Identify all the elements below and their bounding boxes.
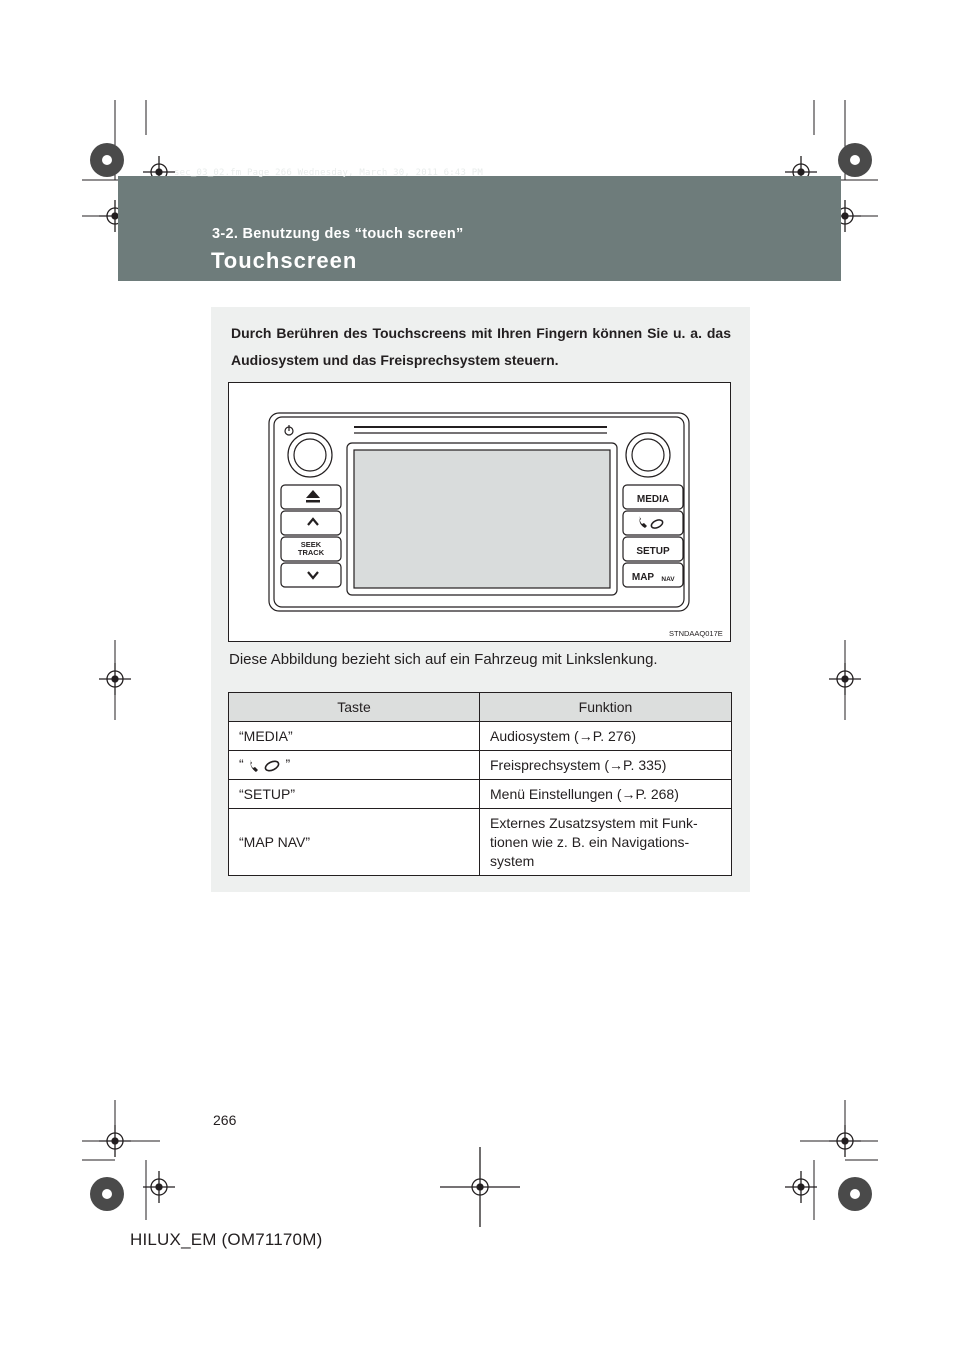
file-stamp: sec_03_02.fm Page 266 Wednesday, March 30, 2011 6:43 PM (174, 168, 484, 178)
table-cell-function: Audiosystem (→P. 276) (480, 722, 732, 751)
phone-icon (248, 758, 282, 774)
table-row (229, 722, 732, 751)
table-header-function: Funktion (480, 693, 732, 722)
table-row (229, 751, 732, 780)
keys-table (228, 692, 732, 876)
table-cell-function: Externes Zusatzsystem mit Funk-tionen wie z. B. ein Navigations-system (480, 809, 732, 876)
table-cell-key (229, 751, 480, 780)
figure-caption: Diese Abbildung bezieht sich auf ein Fahrzeug mit Linkslenkung. (229, 651, 658, 668)
head-unit-illustration (229, 383, 730, 641)
table-cell-key: “MEDIA” (229, 722, 480, 751)
setup-label: SETUP (636, 546, 670, 557)
table-cell-function: Menü Einstellungen (→P. 268) (480, 780, 732, 809)
map-label: MAP (631, 572, 655, 583)
table-row (229, 780, 732, 809)
nav-label: NAV (661, 576, 675, 583)
table-cell-key: “MAP NAV” (229, 809, 480, 876)
close-quote: ” (285, 756, 291, 773)
section-label: 3-2. Benutzung des “touch screen” (212, 226, 464, 242)
seek-label: SEEK (300, 540, 322, 549)
open-quote: “ (239, 756, 244, 773)
table-header-key: Taste (229, 693, 480, 722)
intro-paragraph: Durch Berühren des Touchscreens mit Ihren Fingern können Sie u. a. das Audiosystem und das Freisprechsystem steuern. (231, 325, 731, 368)
figure-frame (228, 382, 731, 642)
media-label: MEDIA (636, 494, 670, 505)
table-header-row (229, 693, 732, 722)
table-row (229, 809, 732, 876)
figure-code: STNDAAQ017E (669, 629, 723, 638)
page-title: Touchscreen (211, 248, 358, 273)
track-label: TRACK (297, 548, 325, 557)
manual-code: HILUX_EM (OM71170M) (130, 1230, 323, 1249)
table-cell-function: Freisprechsystem (→P. 335) (480, 751, 732, 780)
page-number: 266 (213, 1112, 237, 1128)
table-cell-key: “SETUP” (229, 780, 480, 809)
